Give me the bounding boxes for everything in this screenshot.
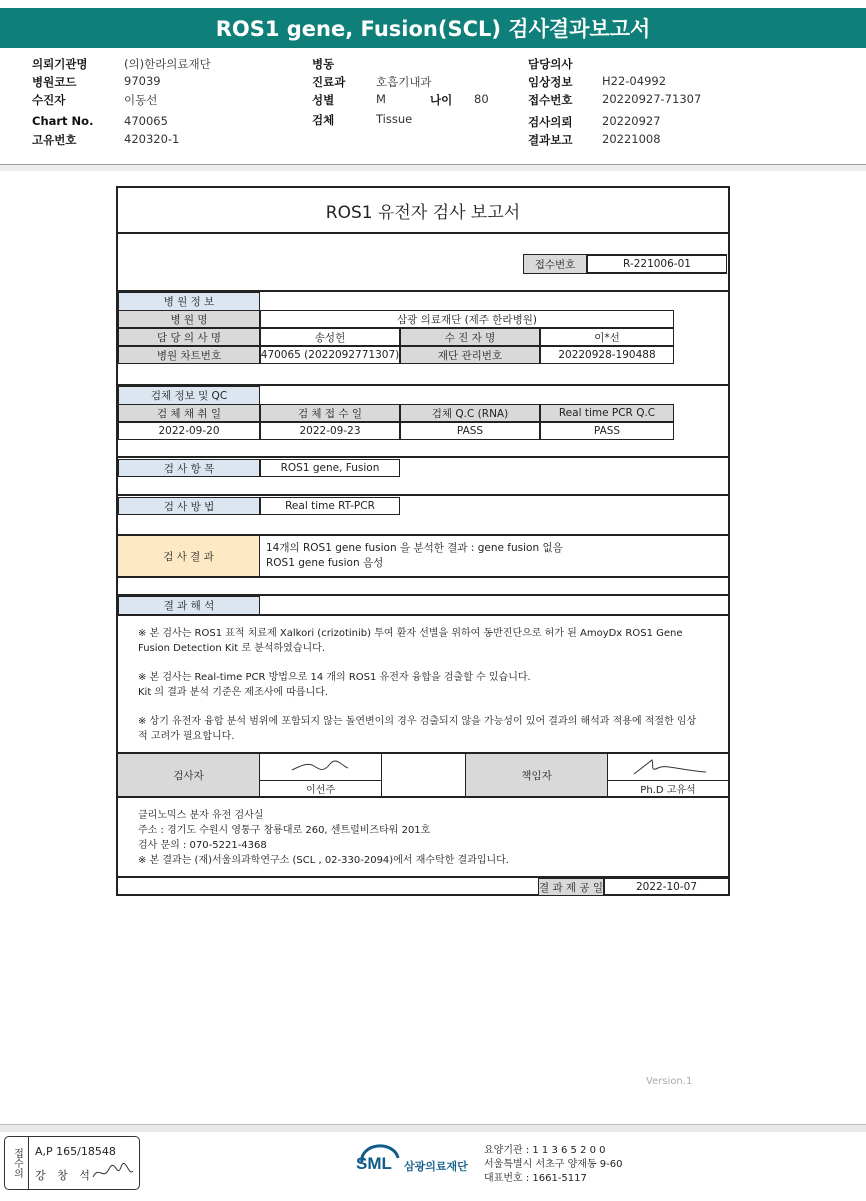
qc-rna-value: PASS [400, 422, 540, 440]
interp-line: ※ 본 검사는 ROS1 표적 치료제 Xalkori (crizotinib) 투여 환자 선별을 위하여 동반진단으로 허가 된 AmoyDx ROS1 Gene [138, 628, 683, 639]
info-value: 호흡기내과 [376, 75, 432, 89]
info-value: 20221008 [602, 132, 661, 146]
blank-cell [382, 754, 466, 796]
info-key: 임상정보 [528, 75, 573, 89]
lab-address: 주소 : 경기도 수원시 영통구 창룡대로 260, 센트럴비즈타워 201호 [138, 825, 431, 836]
report-date-value: 2022-10-07 [604, 878, 728, 896]
info-key: 수진자 [32, 93, 66, 107]
receipt-value: R-221006-01 [587, 254, 727, 274]
info-key: 접수번호 [528, 93, 573, 107]
info-key: 병원코드 [32, 75, 77, 89]
info-value: Tissue [376, 112, 413, 126]
interp-paragraph-2 [138, 670, 713, 700]
section-divider [118, 456, 728, 458]
interp-line: Fusion Detection Kit 로 분석하였습니다. [138, 643, 325, 654]
qc-pcr-label: Real time PCR Q.C [540, 404, 674, 422]
section-divider [118, 614, 728, 616]
mgmt-no-label: 재단 관리번호 [400, 346, 540, 364]
result-line-1: 14개의 ROS1 gene fusion 을 분석한 결과 : gene fusion 없음 [266, 542, 563, 554]
footer-address [484, 1144, 623, 1186]
info-value: 97039 [124, 74, 161, 88]
footer-divider [0, 1124, 866, 1132]
stamp-vertical-text: 접수의 [5, 1137, 29, 1189]
chart-no-value: 470065 (2022092771307) [260, 346, 400, 364]
report-date-label: 결 과 제 공 일 [538, 878, 604, 896]
logo-text: SML [356, 1154, 392, 1173]
report-title: ROS1 gene, Fusion(SCL) 검사결과보고서 [215, 17, 651, 41]
version-label: Version.1 [646, 1076, 693, 1087]
signature-row [118, 752, 728, 798]
method-label: 검 사 방 법 [118, 497, 260, 515]
result-label: 검 사 결 과 [118, 536, 260, 576]
embedded-report [116, 186, 730, 896]
lab-info [138, 808, 509, 868]
result-line-2: ROS1 gene fusion 음성 [266, 557, 384, 569]
stamp-name: 강 창 석 [35, 1169, 94, 1182]
mgmt-no-value: 20220928-190488 [540, 346, 674, 364]
info-value: 20220927 [602, 114, 661, 128]
test-item-value: ROS1 gene, Fusion [260, 459, 400, 477]
stamp-signature [91, 1161, 135, 1183]
patient-label: 수 진 자 명 [400, 328, 540, 346]
doctor-label: 담 당 의 사 명 [118, 328, 260, 346]
info-value: 420320-1 [124, 132, 180, 146]
qc-rna-label: 검체 Q.C (RNA) [400, 404, 540, 422]
manager-signature [628, 756, 708, 778]
info-value: H22-04992 [602, 74, 667, 88]
collect-date-label: 검 체 채 취 일 [118, 404, 260, 422]
info-value: 80 [474, 92, 489, 106]
patient-value: 이*선 [540, 328, 674, 346]
patient-info-grid [32, 56, 852, 152]
phone-line: 대표번호 : 1661-5117 [484, 1173, 587, 1184]
report-title-bar [0, 8, 866, 48]
specimen-section-header: 검체 정보 및 QC [118, 386, 260, 404]
header-shade [0, 165, 866, 171]
info-key: 검체 [312, 113, 335, 127]
info-key: 병동 [312, 57, 335, 71]
interp-section-header: 결 과 해 석 [118, 596, 260, 614]
logo-korean: 삼광의료재단 [404, 1160, 468, 1173]
info-key: Chart No. [32, 114, 94, 128]
manager-signature-cell [608, 754, 728, 796]
info-value: M [376, 92, 386, 106]
info-value: 이동선 [124, 93, 158, 107]
interp-line: 적 고려가 필요합니다. [138, 731, 235, 742]
test-item-label: 검 사 항 목 [118, 459, 260, 477]
doctor-value: 송성헌 [260, 328, 400, 346]
sml-logo [356, 1144, 476, 1184]
hospital-name-value: 삼광 의료재단 (제주 한라병원) [260, 310, 674, 328]
info-key: 진료과 [312, 75, 346, 89]
hospital-name-label: 병 원 명 [118, 310, 260, 328]
qc-pcr-value: PASS [540, 422, 674, 440]
receive-date-value: 2022-09-23 [260, 422, 400, 440]
lab-phone: 검사 문의 : 070-5221-4368 [138, 840, 267, 851]
method-value: Real time RT-PCR [260, 497, 400, 515]
receive-date-label: 검 체 접 수 일 [260, 404, 400, 422]
receipt-stamp [4, 1136, 140, 1190]
info-value: 470065 [124, 114, 168, 128]
collect-date-value: 2022-09-20 [118, 422, 260, 440]
info-value: 20220927-71307 [602, 92, 702, 106]
tester-label: 검사자 [118, 754, 260, 796]
lab-name: 클리노믹스 분자 유전 검사실 [138, 810, 264, 821]
manager-label: 책임자 [466, 754, 608, 796]
institution-code: 요양기관 : 1 1 3 6 5 2 0 0 [484, 1145, 606, 1156]
section-divider [118, 494, 728, 496]
embedded-report-title: ROS1 유전자 검사 보고서 [118, 188, 728, 234]
interp-line: ※ 본 검사는 Real-time PCR 방법으로 14 개의 ROS1 유전자 융합을 검출할 수 있습니다. [138, 672, 531, 683]
interp-line: Kit 의 결과 분석 기준은 제조사에 따릅니다. [138, 687, 329, 698]
hospital-section-header: 병 원 정 보 [118, 292, 260, 310]
tester-signature-cell [260, 754, 382, 796]
info-key: 의뢰기관명 [32, 57, 88, 71]
chart-no-label: 병원 차트번호 [118, 346, 260, 364]
info-key: 성별 [312, 93, 335, 107]
tester-signature [290, 756, 350, 776]
info-key: 고유번호 [32, 133, 77, 147]
info-value: (의)한라의료재단 [124, 57, 211, 71]
stamp-ap: A,P 165/18548 [35, 1145, 116, 1158]
info-key: 결과보고 [528, 133, 573, 147]
interp-paragraph-1 [138, 626, 713, 656]
manager-name: Ph.D 고유석 [608, 780, 728, 796]
address-line: 서울특별시 서초구 양재동 9-60 [484, 1159, 623, 1170]
info-key: 검사의뢰 [528, 115, 573, 129]
lab-notice: ※ 본 결과는 (재)서울의과학연구소 (SCL , 02-330-2094)에서 재수탁한 결과입니다. [138, 855, 509, 866]
receipt-label: 접수번호 [523, 254, 587, 274]
interp-line: ※ 상기 유전자 융합 분석 범위에 포함되지 않는 돌연변이의 경우 검출되지 않을 가능성이 있어 결과의 해석과 적용에 적절한 임상 [138, 716, 697, 727]
result-text [266, 541, 563, 571]
result-box [118, 534, 728, 578]
interp-paragraph-3 [138, 714, 713, 744]
info-key: 나이 [430, 93, 453, 107]
info-key: 담당의사 [528, 57, 573, 71]
tester-name: 이선주 [260, 780, 381, 796]
